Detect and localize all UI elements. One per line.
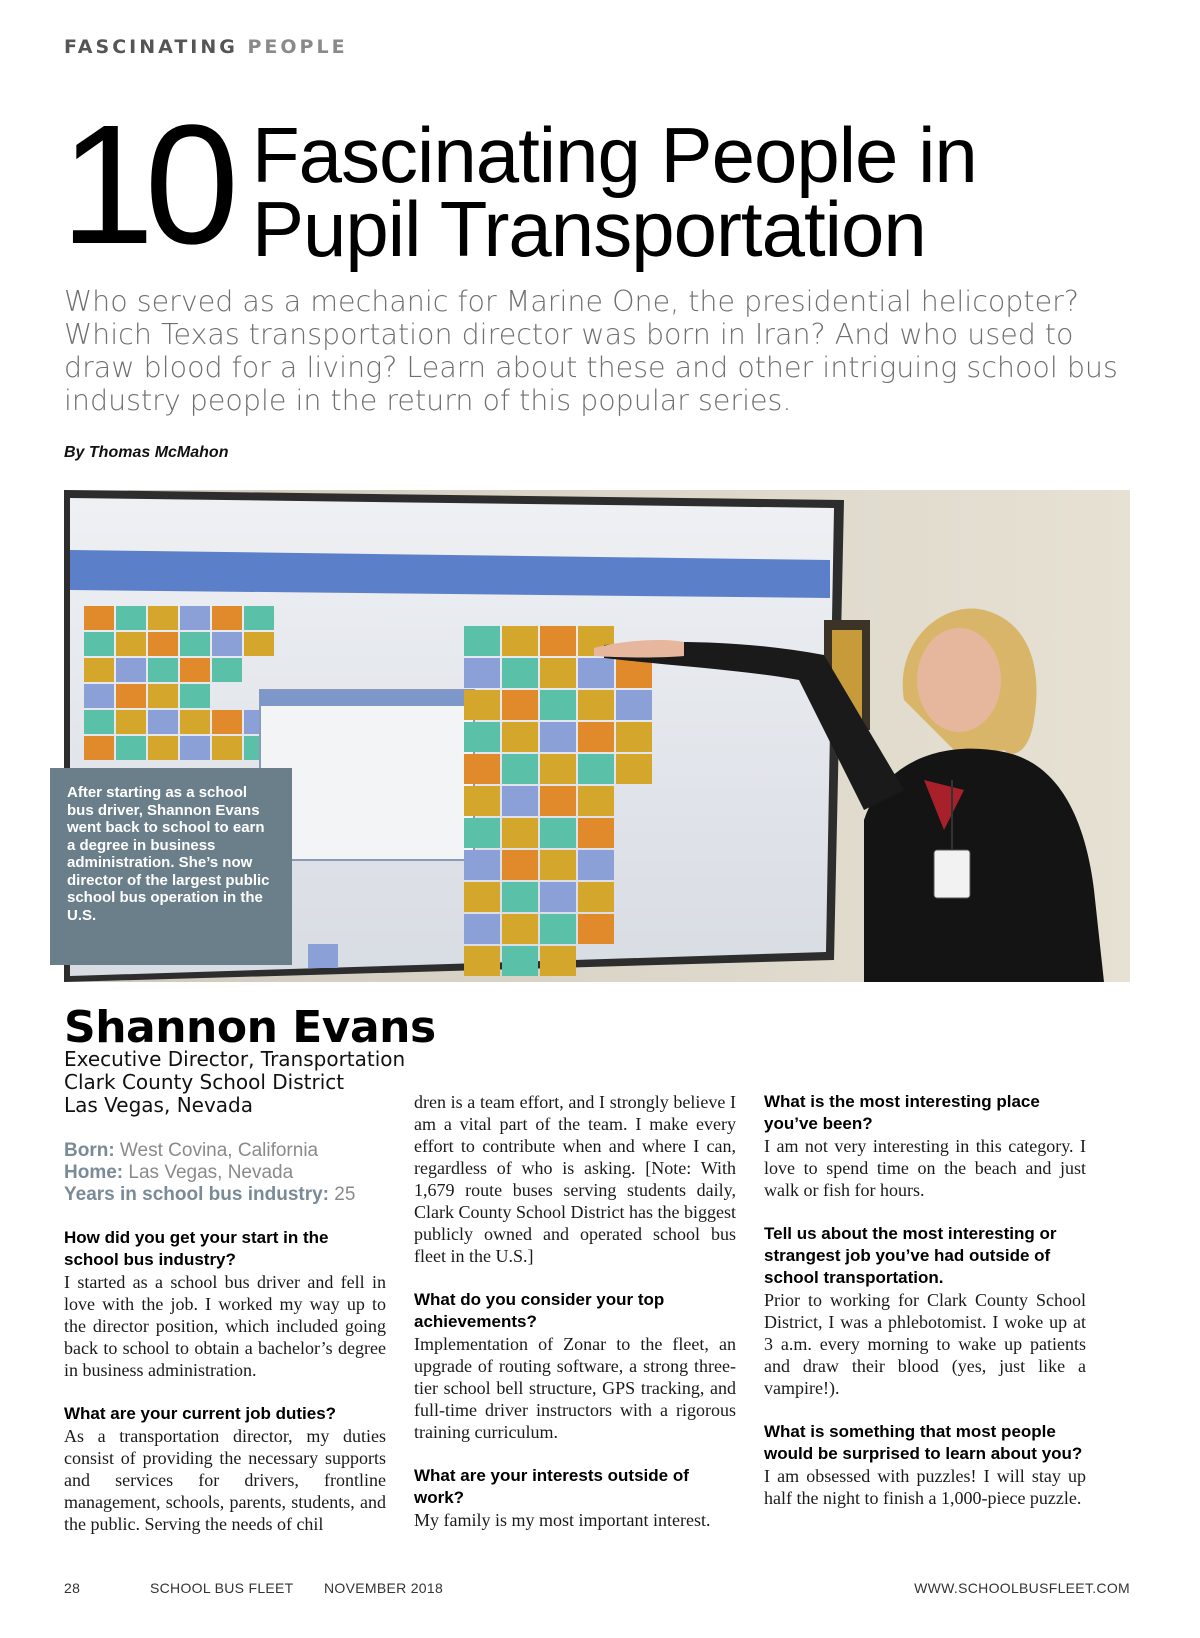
footer-issue: NOVEMBER 2018	[324, 1580, 444, 1596]
years-value: 25	[329, 1184, 356, 1205]
answer-2-part-1: As a transportation director, my duties consist of providing the necessary supports and services for drivers, frontline management, schools, parents, students, and the public. Serving the needs of chil	[64, 1426, 386, 1534]
profile-role	[64, 1048, 405, 1117]
answer-2-part-2: dren is a team effort, and I strongly believe I am a vital part of the team. I make every effort to contribute when and where I can, regardless of who is asking. [Note: With 1,679 route buses serving students daily, Clark County School District has the biggest publicly owned and operated school bus fleet in the U.S.]	[414, 1092, 736, 1266]
question-1: How did you get your start in the school bus industry?	[64, 1228, 329, 1269]
fact-years	[64, 1184, 355, 1206]
profile-title: Executive Director, Transportation	[64, 1047, 406, 1071]
answer-6: Prior to working for Clark County School District, I was a phlebotomist. I woke up at 3 a.m. every morning to wake up patients and draw their blood (yes, just like a vampire!).	[764, 1290, 1086, 1398]
born-value: West Covina, California	[114, 1140, 319, 1161]
footer-page-number: 28	[64, 1580, 81, 1596]
question-7: What is something that most people would be surprised to learn about you?	[764, 1422, 1083, 1463]
column-2	[414, 1091, 736, 1531]
kicker-bold: FASCINATING	[64, 36, 238, 58]
question-6: Tell us about the most interesting or strangest job you’ve had outside of school transportation.	[764, 1224, 1057, 1287]
column-3	[764, 1091, 1086, 1509]
home-value: Las Vegas, Nevada	[123, 1162, 294, 1183]
question-3: What do you consider your top achievements?	[414, 1290, 665, 1331]
byline: By Thomas McMahon	[64, 444, 229, 461]
answer-7: I am obsessed with puzzles! I will stay up half the night to finish a 1,000-piece puzzle.	[764, 1466, 1086, 1508]
profile-org: Clark County School District	[64, 1070, 345, 1094]
home-label: Home:	[64, 1162, 124, 1183]
answer-4: My family is my most important interest.	[414, 1510, 711, 1530]
born-label: Born:	[64, 1140, 115, 1161]
fact-home	[64, 1162, 355, 1184]
question-4: What are your interests outside of work?	[414, 1466, 689, 1507]
profile-name: Shannon Evans	[64, 1002, 436, 1053]
headline-line-1: Fascinating People in	[252, 111, 977, 199]
answer-3: Implementation of Zonar to the fleet, an upgrade of routing software, a strong three-tier school bell structure, GPS tracking, and full-time driver instructors with a rigorous training curriculum.	[414, 1334, 736, 1442]
kicker-light: PEOPLE	[237, 36, 348, 58]
profile-facts	[64, 1140, 355, 1206]
years-label: Years in school bus industry:	[64, 1184, 330, 1205]
headline	[252, 111, 977, 273]
answer-1: I started as a school bus driver and fell in love with the job. I worked my way up to the director position, which included going back to school to obtain a bachelor’s degree in business administration.	[64, 1272, 386, 1380]
answer-5: I am not very interesting in this category. I love to spend time on the beach and just walk or fish for hours.	[764, 1136, 1086, 1200]
photo-caption: After starting as a school bus driver, Shannon Evans went back to school to earn a degree in business administration. She’s now director of the largest public school bus operation in the U.S.	[50, 768, 292, 965]
section-kicker	[64, 36, 348, 58]
footer-url: WWW.SCHOOLBUSFLEET.COM	[914, 1580, 1130, 1596]
title-number: 10	[60, 90, 230, 280]
question-2: What are your current job duties?	[64, 1404, 337, 1423]
headline-line-2: Pupil Transportation	[252, 185, 926, 273]
column-1	[64, 1227, 386, 1535]
profile-location: Las Vegas, Nevada	[64, 1093, 254, 1117]
fact-born	[64, 1140, 355, 1162]
deck-text: Who served as a mechanic for Marine One, the presidential helicopter? Which Texas transportation director was born in Iran? And who used to draw blood for a living? Learn about these and other intriguing school bus industry people in the return of this popular series.	[64, 285, 1118, 417]
question-5: What is the most interesting place you’ve been?	[764, 1092, 1040, 1133]
footer-publication: SCHOOL BUS FLEET	[150, 1580, 294, 1596]
